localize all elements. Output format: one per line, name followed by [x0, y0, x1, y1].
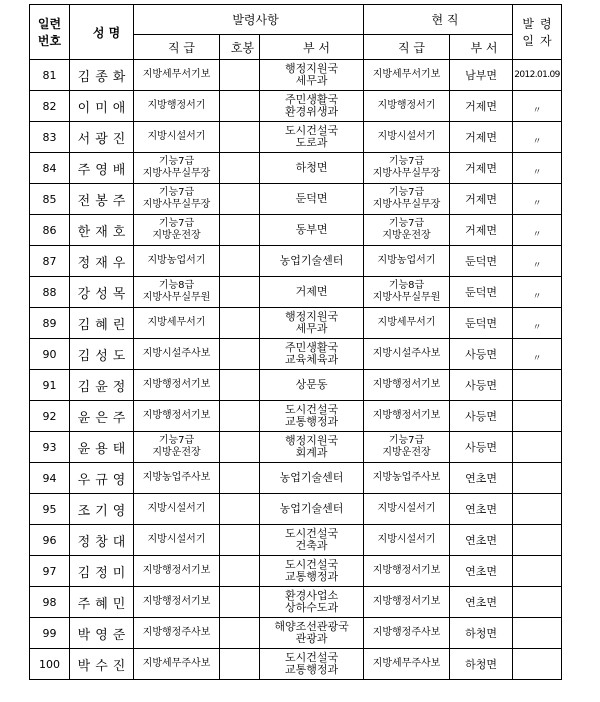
header-department: 부 서 [260, 35, 364, 60]
appointed-rank-line: 기능7급 [158, 156, 195, 167]
appointed-department-line: 둔덕면 [295, 192, 328, 205]
appointed-rank-line: 지방시설주사보 [142, 348, 211, 359]
hobong-cell [220, 308, 260, 339]
hobong-cell [220, 277, 260, 308]
appointed-department [260, 339, 364, 370]
serial-number: 96 [30, 525, 70, 556]
current-rank [364, 525, 450, 556]
current-department: 연초면 [450, 463, 513, 494]
appointment-date: 〃 [513, 215, 562, 246]
appointed-rank-line: 지방세무주사보 [142, 658, 211, 669]
serial-number: 86 [30, 215, 70, 246]
appointed-rank-line: 기능7급 [158, 435, 195, 446]
serial-number: 91 [30, 370, 70, 401]
header-serial: 일련 번호 [30, 5, 70, 60]
appointed-rank [134, 401, 220, 432]
table-row [30, 277, 562, 308]
current-rank-line: 지방시설서기 [377, 534, 436, 545]
current-rank [364, 215, 450, 246]
appointed-department-line: 농업기술센터 [279, 502, 344, 515]
current-rank-line: 지방운전장 [382, 447, 431, 458]
current-rank-line: 지방시설서기 [377, 503, 436, 514]
appointed-rank-line: 지방농업서기 [147, 255, 206, 266]
appointed-rank-line: 지방운전장 [152, 230, 201, 241]
appointed-department-line: 세무과 [295, 322, 328, 335]
appointed-rank [134, 215, 220, 246]
current-rank [364, 60, 450, 91]
serial-number: 85 [30, 184, 70, 215]
appointment-date: 〃 [513, 277, 562, 308]
current-rank-line: 지방행정서기보 [372, 565, 441, 576]
appointed-department-line: 하청면 [295, 161, 328, 174]
hobong-cell [220, 91, 260, 122]
appointed-department [260, 308, 364, 339]
appointed-rank-line: 지방사무실무원 [142, 292, 211, 303]
current-rank [364, 308, 450, 339]
current-rank [364, 91, 450, 122]
table-row [30, 60, 562, 91]
appointed-department-line: 교통행정과 [284, 415, 339, 428]
appointed-department [260, 277, 364, 308]
appointment-date [513, 370, 562, 401]
appointed-department [260, 494, 364, 525]
current-rank-line: 지방행정서기보 [372, 410, 441, 421]
appointed-department [260, 556, 364, 587]
serial-number: 93 [30, 432, 70, 463]
appointed-department-line: 행정지원국 [284, 434, 339, 447]
appointed-department-line: 도시건설국 [284, 403, 339, 416]
current-department: 사등면 [450, 339, 513, 370]
appointed-department [260, 463, 364, 494]
header-appointment-date: 발령 일자 [513, 5, 562, 60]
employee-name: 강성목 [70, 277, 134, 308]
appointed-department [260, 91, 364, 122]
current-rank-line: 지방세무서기보 [372, 69, 441, 80]
header-appointment: 발령사항 [134, 5, 364, 35]
employee-name: 이미애 [70, 91, 134, 122]
current-department: 거제면 [450, 184, 513, 215]
serial-number: 82 [30, 91, 70, 122]
current-rank [364, 556, 450, 587]
appointment-date [513, 618, 562, 649]
appointed-rank [134, 122, 220, 153]
current-rank [364, 494, 450, 525]
appointed-department-line: 도시건설국 [284, 651, 339, 664]
current-rank-line: 기능7급 [388, 218, 425, 229]
table-row [30, 556, 562, 587]
appointed-department [260, 401, 364, 432]
appointed-rank-line: 지방세무서기 [147, 317, 206, 328]
hobong-cell [220, 494, 260, 525]
hobong-cell [220, 215, 260, 246]
appointed-rank [134, 587, 220, 618]
appointed-rank [134, 618, 220, 649]
appointed-department [260, 184, 364, 215]
table-row [30, 463, 562, 494]
current-department: 하청면 [450, 649, 513, 680]
appointment-table [29, 4, 562, 680]
appointed-rank-line: 지방시설서기 [147, 131, 206, 142]
current-department: 남부면 [450, 60, 513, 91]
appointment-date: 〃 [513, 339, 562, 370]
hobong-cell [220, 246, 260, 277]
appointed-department [260, 618, 364, 649]
table-row [30, 122, 562, 153]
current-rank [364, 432, 450, 463]
current-rank-line: 지방세무주사보 [372, 658, 441, 669]
appointed-department-line: 교육체육과 [284, 353, 339, 366]
appointed-department-line: 행정지원국 [284, 310, 339, 323]
appointed-department-line: 건축과 [295, 539, 328, 552]
table-row [30, 587, 562, 618]
appointed-rank [134, 153, 220, 184]
appointment-date [513, 463, 562, 494]
employee-name: 김종화 [70, 60, 134, 91]
current-rank [364, 618, 450, 649]
appointed-rank-line: 지방행정서기보 [142, 379, 211, 390]
current-rank-line: 지방행정서기보 [372, 379, 441, 390]
appointed-department [260, 60, 364, 91]
hobong-cell [220, 184, 260, 215]
employee-name: 윤은주 [70, 401, 134, 432]
current-department: 거제면 [450, 91, 513, 122]
current-rank-line: 기능8급 [388, 280, 425, 291]
hobong-cell [220, 122, 260, 153]
employee-name: 정창대 [70, 525, 134, 556]
appointed-department-line: 환경위생과 [284, 105, 339, 118]
appointed-department-line: 관광과 [295, 632, 328, 645]
current-rank-line: 지방세무서기 [377, 317, 436, 328]
appointed-rank [134, 432, 220, 463]
serial-number: 99 [30, 618, 70, 649]
serial-number: 94 [30, 463, 70, 494]
appointed-rank-line: 지방농업주사보 [142, 472, 211, 483]
employee-name: 조기영 [70, 494, 134, 525]
current-rank [364, 463, 450, 494]
current-rank [364, 184, 450, 215]
appointment-date: 〃 [513, 122, 562, 153]
appointed-rank-line: 지방사무실무장 [142, 168, 211, 179]
serial-number: 88 [30, 277, 70, 308]
table-row [30, 649, 562, 680]
current-rank-line: 지방사무실무장 [372, 199, 441, 210]
current-rank-line: 지방시설주사보 [372, 348, 441, 359]
current-rank [364, 649, 450, 680]
header-rank: 직 급 [134, 35, 220, 60]
employee-name: 윤용태 [70, 432, 134, 463]
appointed-department [260, 153, 364, 184]
appointed-department-line: 도시건설국 [284, 558, 339, 571]
table-row [30, 370, 562, 401]
current-department: 연초면 [450, 494, 513, 525]
appointed-department-line: 동부면 [295, 223, 328, 236]
employee-name: 정재우 [70, 246, 134, 277]
current-rank-line: 기능7급 [388, 435, 425, 446]
table-row [30, 246, 562, 277]
employee-name: 김혜린 [70, 308, 134, 339]
table-row [30, 525, 562, 556]
current-rank [364, 153, 450, 184]
employee-name: 전봉주 [70, 184, 134, 215]
appointed-rank-line: 지방시설서기 [147, 534, 206, 545]
table-row [30, 339, 562, 370]
hobong-cell [220, 587, 260, 618]
table-row [30, 308, 562, 339]
employee-name: 우규영 [70, 463, 134, 494]
appointed-rank [134, 339, 220, 370]
table-row [30, 494, 562, 525]
hobong-cell [220, 153, 260, 184]
current-department: 연초면 [450, 556, 513, 587]
appointed-department-line: 상하수도과 [284, 601, 339, 614]
appointed-rank-line: 지방행정서기보 [142, 596, 211, 607]
appointed-rank-line: 지방운전장 [152, 447, 201, 458]
current-rank-line: 지방사무실무원 [372, 292, 441, 303]
appointed-department [260, 370, 364, 401]
appointment-date [513, 525, 562, 556]
appointed-department-line: 도로과 [295, 136, 328, 149]
serial-number: 97 [30, 556, 70, 587]
current-department: 둔덕면 [450, 246, 513, 277]
current-department: 둔덕면 [450, 308, 513, 339]
table-row [30, 432, 562, 463]
hobong-cell [220, 401, 260, 432]
hobong-cell [220, 432, 260, 463]
current-rank-line: 지방농업서기 [377, 255, 436, 266]
header-name: 성 명 [70, 5, 134, 60]
current-department: 거제면 [450, 153, 513, 184]
employee-name: 한재호 [70, 215, 134, 246]
current-department: 사등면 [450, 370, 513, 401]
current-rank [364, 370, 450, 401]
appointed-department [260, 246, 364, 277]
current-rank-line: 지방사무실무장 [372, 168, 441, 179]
appointed-rank-line: 지방행정서기보 [142, 565, 211, 576]
appointed-rank [134, 246, 220, 277]
employee-name: 김정미 [70, 556, 134, 587]
current-rank-line: 지방행정서기보 [372, 596, 441, 607]
table-row [30, 401, 562, 432]
serial-number: 90 [30, 339, 70, 370]
header-current-department: 부 서 [450, 35, 513, 60]
appointed-rank [134, 649, 220, 680]
appointed-department-line: 도시건설국 [284, 527, 339, 540]
appointment-date: 〃 [513, 91, 562, 122]
appointed-rank [134, 463, 220, 494]
header-current-position: 현 직 [364, 5, 513, 35]
appointed-department-line: 농업기술센터 [279, 471, 344, 484]
appointment-date: 〃 [513, 246, 562, 277]
appointed-department-line: 회계과 [295, 446, 328, 459]
appointed-department-line: 교통행정과 [284, 570, 339, 583]
employee-name: 김성도 [70, 339, 134, 370]
appointed-rank [134, 184, 220, 215]
serial-number: 84 [30, 153, 70, 184]
appointed-department-line: 해양조선관광국 [274, 620, 349, 633]
hobong-cell [220, 370, 260, 401]
appointed-department-line: 행정지원국 [284, 62, 339, 75]
current-rank [364, 246, 450, 277]
current-rank-line: 지방행정주사보 [372, 627, 441, 638]
appointed-rank-line: 지방행정주사보 [142, 627, 211, 638]
appointed-department [260, 525, 364, 556]
appointment-date [513, 556, 562, 587]
current-rank-line: 지방행정서기 [377, 100, 436, 111]
current-rank-line: 기능7급 [388, 156, 425, 167]
appointed-rank [134, 525, 220, 556]
serial-number: 89 [30, 308, 70, 339]
employee-name: 서광진 [70, 122, 134, 153]
employee-name: 김윤정 [70, 370, 134, 401]
appointed-department [260, 215, 364, 246]
serial-number: 92 [30, 401, 70, 432]
hobong-cell [220, 525, 260, 556]
appointed-department-line: 거제면 [295, 285, 328, 298]
appointed-rank-line: 지방세무서기보 [142, 69, 211, 80]
table-body [30, 60, 562, 680]
appointed-rank-line: 기능7급 [158, 187, 195, 198]
current-rank [364, 277, 450, 308]
table-row [30, 153, 562, 184]
hobong-cell [220, 556, 260, 587]
current-department: 연초면 [450, 525, 513, 556]
table-row [30, 215, 562, 246]
employee-name: 박수진 [70, 649, 134, 680]
appointment-date: 〃 [513, 184, 562, 215]
current-rank-line: 지방시설서기 [377, 131, 436, 142]
appointed-rank [134, 556, 220, 587]
serial-number: 87 [30, 246, 70, 277]
current-department: 사등면 [450, 401, 513, 432]
appointed-rank-line: 지방행정서기보 [142, 410, 211, 421]
appointed-rank [134, 494, 220, 525]
appointed-department [260, 587, 364, 618]
current-rank [364, 401, 450, 432]
appointed-department [260, 432, 364, 463]
serial-number: 95 [30, 494, 70, 525]
current-rank [364, 339, 450, 370]
appointment-date: 2012.01.09 [513, 60, 562, 91]
appointed-department-line: 도시건설국 [284, 124, 339, 137]
appointed-department-line: 교통행정과 [284, 663, 339, 676]
serial-number: 81 [30, 60, 70, 91]
appointment-date [513, 401, 562, 432]
appointed-department-line: 상문동 [295, 378, 328, 391]
appointment-date: 〃 [513, 308, 562, 339]
appointed-rank [134, 308, 220, 339]
appointed-rank [134, 60, 220, 91]
employee-name: 박영준 [70, 618, 134, 649]
current-rank-line: 지방운전장 [382, 230, 431, 241]
current-rank-line: 지방농업주사보 [372, 472, 441, 483]
current-department: 사등면 [450, 432, 513, 463]
appointed-department-line: 농업기술센터 [279, 254, 344, 267]
appointed-department-line: 세무과 [295, 74, 328, 87]
current-rank [364, 122, 450, 153]
appointed-rank-line: 기능7급 [158, 218, 195, 229]
table-row [30, 618, 562, 649]
serial-number: 83 [30, 122, 70, 153]
header-hobong: 호봉 [220, 35, 260, 60]
appointed-department [260, 122, 364, 153]
current-department: 거제면 [450, 122, 513, 153]
current-rank [364, 587, 450, 618]
header-current-rank: 직 급 [364, 35, 450, 60]
current-department: 거제면 [450, 215, 513, 246]
hobong-cell [220, 339, 260, 370]
current-department: 둔덕면 [450, 277, 513, 308]
appointed-rank-line: 기능8급 [158, 280, 195, 291]
appointed-rank-line: 지방사무실무장 [142, 199, 211, 210]
appointment-date [513, 587, 562, 618]
appointed-rank [134, 91, 220, 122]
current-department: 하청면 [450, 618, 513, 649]
employee-name: 주영배 [70, 153, 134, 184]
table-row [30, 184, 562, 215]
current-rank-line: 기능7급 [388, 187, 425, 198]
hobong-cell [220, 60, 260, 91]
appointment-date: 〃 [513, 153, 562, 184]
appointed-rank [134, 370, 220, 401]
appointed-rank-line: 지방행정서기 [147, 100, 206, 111]
appointed-rank [134, 277, 220, 308]
appointed-department-line: 환경사업소 [284, 589, 339, 602]
hobong-cell [220, 649, 260, 680]
appointed-department-line: 주민생활국 [284, 93, 339, 106]
hobong-cell [220, 618, 260, 649]
employee-name: 주혜민 [70, 587, 134, 618]
appointment-date [513, 494, 562, 525]
current-department: 연초면 [450, 587, 513, 618]
appointed-rank-line: 지방시설서기 [147, 503, 206, 514]
appointed-department [260, 649, 364, 680]
appointment-date [513, 432, 562, 463]
serial-number: 98 [30, 587, 70, 618]
appointed-department-line: 주민생활국 [284, 341, 339, 354]
hobong-cell [220, 463, 260, 494]
appointment-date [513, 649, 562, 680]
serial-number: 100 [30, 649, 70, 680]
table-row [30, 91, 562, 122]
